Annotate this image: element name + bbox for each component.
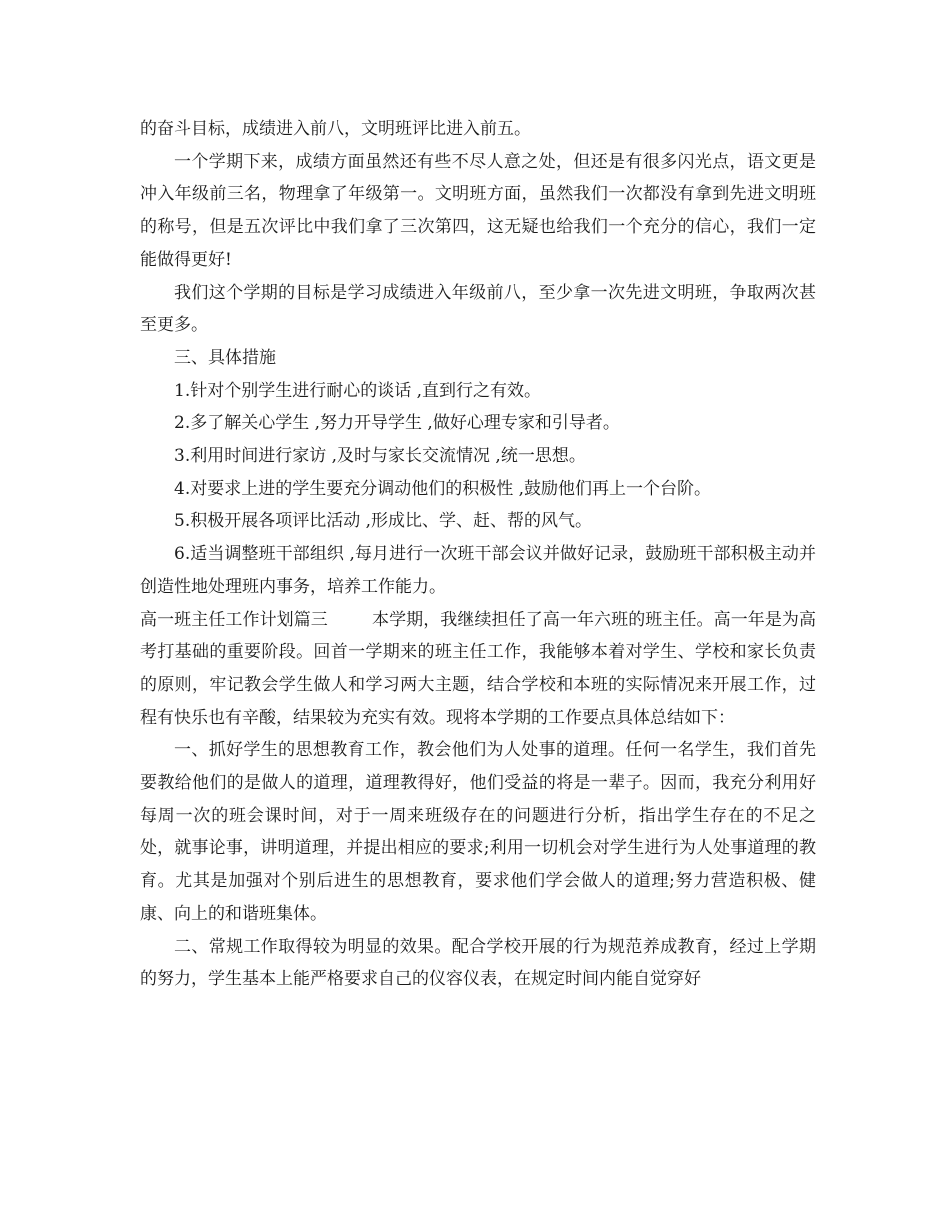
paragraph: 我们这个学期的目标是学习成绩进入年级前八，至少拿一次先进文明班，争取两次甚至更多。 (140, 282, 816, 336)
list-item: 3.利用时间进行家访 ,及时与家长交流情况 ,统一思想。 (174, 446, 586, 467)
section-lead-text: 本学期，我继续担任了高一年六班的班主任。高一年是为高考打基础的重要阶段。回首一学期来的班主任工作，我能够本着对学生、学校和家长负责的原则，牢记教会学生做人和学习两大主题，结合学校和本班的实际情况来开展工作，过程有快乐也有辛酸，结果较为充实有效。现将本学期的工作要点具体总结如下： (140, 609, 817, 728)
section-title: 高一班主任工作计划篇三 (140, 609, 328, 630)
section-paragraph (140, 604, 816, 735)
paragraph: 的奋斗目标，成绩进入前八，文明班评比进入前五。 (140, 119, 531, 139)
document-body (140, 113, 816, 996)
list-item: 4.对要求上进的学生要充分调动他们的积极性 ,鼓励他们再上一个台阶。 (174, 478, 712, 499)
list-item: 5.积极开展各项评比活动 ,形成比、学、赶、帮的风气。 (174, 511, 593, 532)
paragraph: 二、常规工作取得较为明显的效果。配合学校开展的行为规范养成教育，经过上学期的努力，学生基本上能严格要求自己的仪容仪表，在规定时间内能自觉穿好 (140, 936, 816, 990)
section-heading-measures: 三、具体措施 (174, 347, 276, 368)
list-item: 6.适当调整班干部组织 ,每月进行一次班干部会议并做好记录，鼓励班干部积极主动并创造性地处理班内事务，培养工作能力。 (140, 544, 816, 597)
list-item: 2.多了解关心学生 ,努力开导学生 ,做好心理专家和引导者。 (174, 413, 620, 434)
paragraph: 一个学期下来，成绩方面虽然还有些不尽人意之处，但还是有很多闪光点，语文更是冲入年级前三名，物理拿了年级第一。文明班方面，虽然我们一次都没有拿到先进文明班的称号，但是五次评比中我们拿了三次第四，这无疑也给我们一个充分的信心，我们一定能做得更好! (140, 151, 816, 270)
paragraph: 一、抓好学生的思想教育工作，教会他们为人处事的道理。任何一名学生，我们首先要教给他们的是做人的道理，道理教得好，他们受益的将是一辈子。因而，我充分利用好每周一次的班会课时间，对于一周来班级存在的问题进行分析，指出学生存在的不足之处，就事论事，讲明道理，并提出相应的要求;利用一切机会对学生进行为人处事道理的教育。尤其是加强对个别后进生的思想教育，要求他们学会做人的道理;努力营造积极、健康、向上的和谐班集体。 (140, 740, 816, 924)
list-item: 1.针对个别学生进行耐心的谈话 ,直到行之有效。 (174, 380, 542, 401)
